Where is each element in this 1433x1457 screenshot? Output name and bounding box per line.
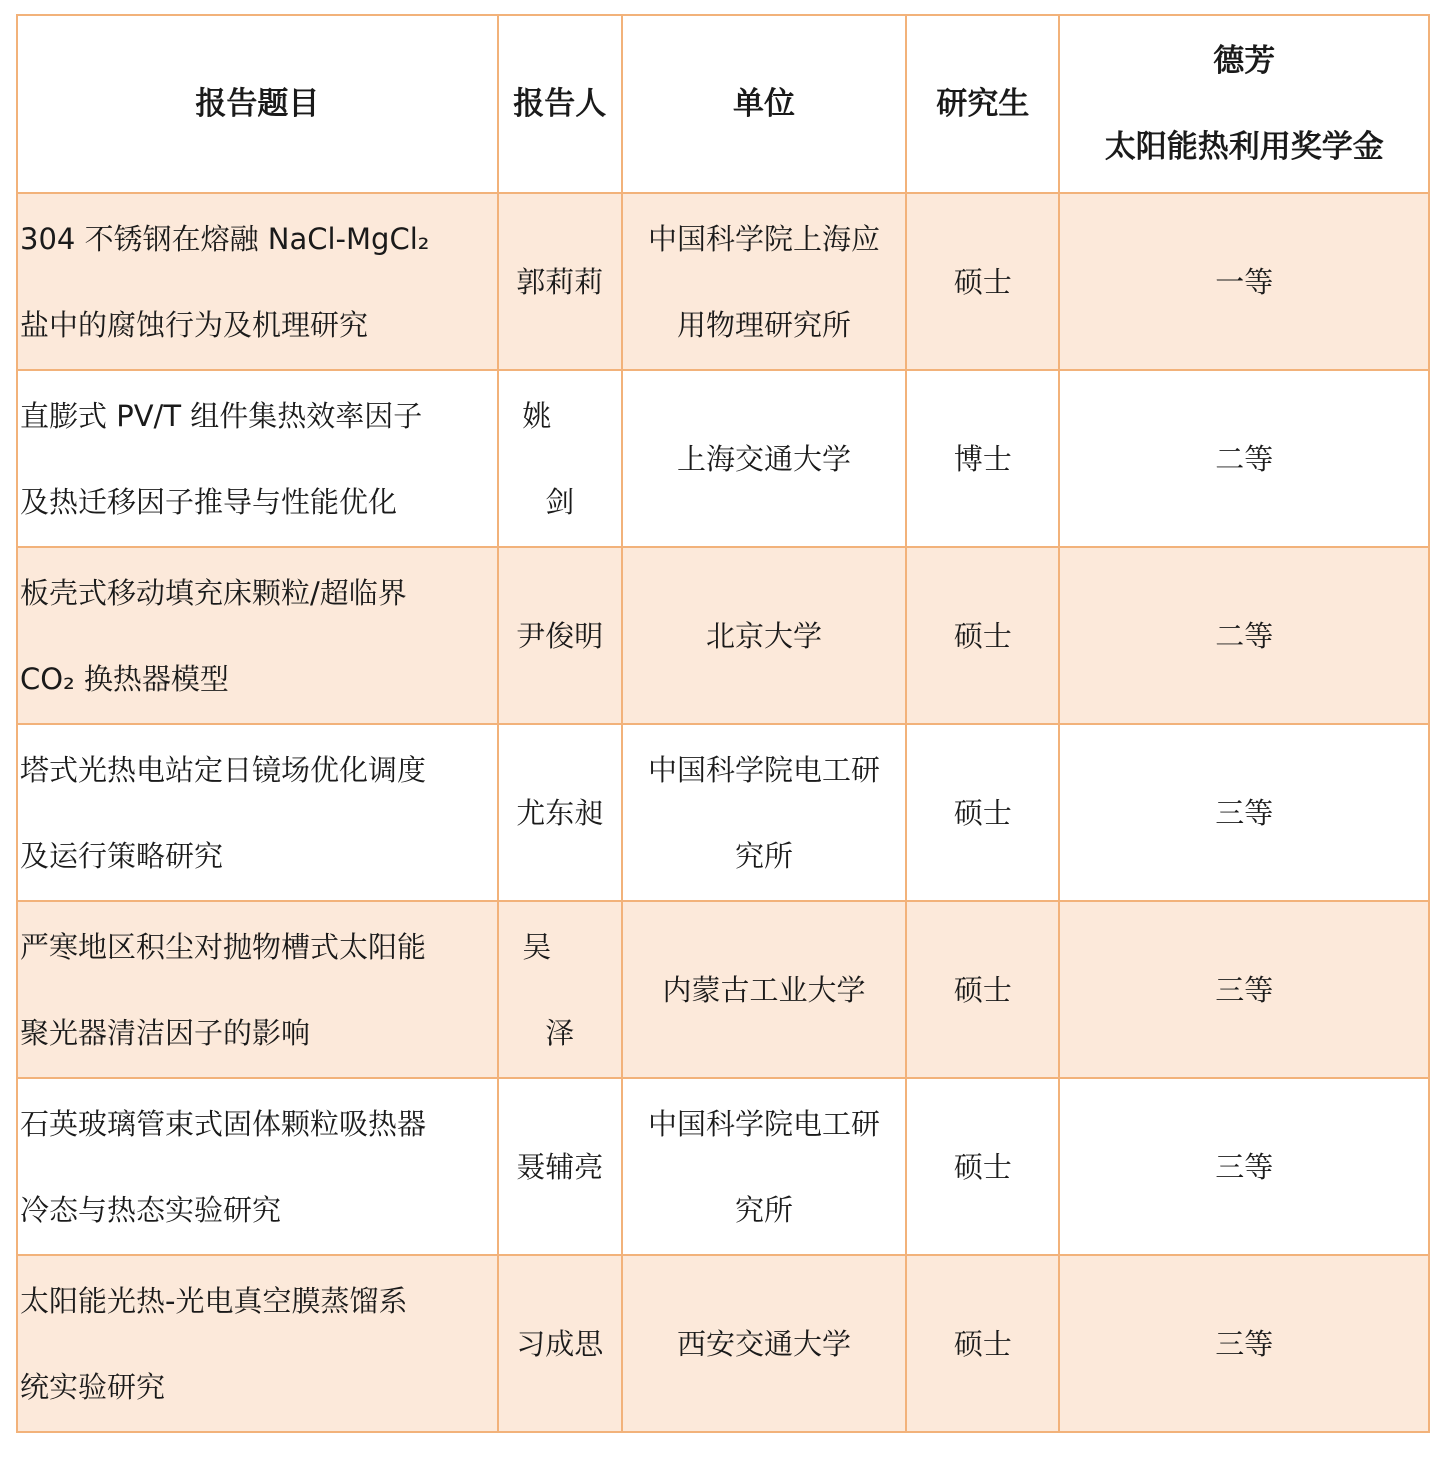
report-title-line: CO₂ 换热器模型 bbox=[20, 661, 229, 696]
report-title-line: 304 不锈钢在熔融 NaCl-MgCl₂ bbox=[20, 221, 430, 256]
cell-reporter bbox=[498, 370, 622, 547]
report-title-line: 盐中的腐蚀行为及机理研究 bbox=[20, 307, 369, 342]
cell-degree: 硕士 bbox=[906, 724, 1059, 901]
report-title-line: 严寒地区积尘对抛物槽式太阳能 bbox=[20, 929, 427, 964]
cell-report-title bbox=[17, 901, 498, 1078]
reporter-name: 尹俊明 bbox=[516, 618, 604, 653]
report-title-line: 板壳式移动填充床颗粒/超临界 bbox=[20, 575, 407, 610]
header-award-line1: 德芳 bbox=[1213, 43, 1276, 79]
cell-award: 三等 bbox=[1059, 1255, 1429, 1432]
cell-reporter bbox=[498, 724, 622, 901]
unit-line: 中国科学院电工研 bbox=[648, 1106, 881, 1141]
unit-line: 北京大学 bbox=[706, 618, 823, 653]
cell-award: 三等 bbox=[1059, 901, 1429, 1078]
reporter-name: 吴泽 bbox=[522, 929, 621, 1050]
table-row bbox=[17, 370, 1429, 547]
award-table bbox=[16, 14, 1430, 1433]
header-title: 报告题目 bbox=[17, 15, 498, 193]
unit-line: 究所 bbox=[735, 838, 794, 873]
cell-award: 三等 bbox=[1059, 724, 1429, 901]
cell-reporter bbox=[498, 1255, 622, 1432]
cell-reporter bbox=[498, 901, 622, 1078]
cell-degree: 硕士 bbox=[906, 193, 1059, 370]
cell-award: 三等 bbox=[1059, 1078, 1429, 1255]
reporter-name: 郭莉莉 bbox=[516, 264, 604, 299]
table-body bbox=[17, 193, 1429, 1432]
cell-reporter bbox=[498, 547, 622, 724]
header-row bbox=[17, 15, 1429, 193]
unit-line: 内蒙古工业大学 bbox=[662, 972, 866, 1007]
cell-degree: 硕士 bbox=[906, 1255, 1059, 1432]
reporter-name: 习成思 bbox=[516, 1326, 604, 1361]
reporter-name: 聂辅亮 bbox=[516, 1149, 604, 1184]
report-title-line: 及运行策略研究 bbox=[20, 838, 224, 873]
cell-report-title bbox=[17, 724, 498, 901]
cell-unit bbox=[622, 370, 906, 547]
reporter-name: 姚剑 bbox=[522, 398, 621, 519]
cell-report-title bbox=[17, 1255, 498, 1432]
cell-unit bbox=[622, 1255, 906, 1432]
table-row bbox=[17, 1078, 1429, 1255]
cell-reporter bbox=[498, 1078, 622, 1255]
cell-unit bbox=[622, 193, 906, 370]
unit-line: 究所 bbox=[735, 1192, 794, 1227]
table-row bbox=[17, 547, 1429, 724]
cell-unit bbox=[622, 1078, 906, 1255]
report-title-line: 太阳能光热-光电真空膜蒸馏系 bbox=[20, 1283, 408, 1318]
cell-unit bbox=[622, 547, 906, 724]
report-title-line: 及热迁移因子推导与性能优化 bbox=[20, 484, 398, 519]
cell-award: 一等 bbox=[1059, 193, 1429, 370]
cell-unit bbox=[622, 901, 906, 1078]
unit-line: 上海交通大学 bbox=[677, 441, 852, 476]
cell-award: 二等 bbox=[1059, 370, 1429, 547]
cell-report-title bbox=[17, 547, 498, 724]
report-title-line: 统实验研究 bbox=[20, 1369, 166, 1404]
unit-line: 中国科学院上海应 bbox=[648, 221, 881, 256]
cell-degree: 硕士 bbox=[906, 547, 1059, 724]
report-title-line: 聚光器清洁因子的影响 bbox=[20, 1015, 311, 1050]
cell-degree: 硕士 bbox=[906, 901, 1059, 1078]
table-row bbox=[17, 193, 1429, 370]
report-title-line: 冷态与热态实验研究 bbox=[20, 1192, 282, 1227]
unit-line: 西安交通大学 bbox=[677, 1326, 852, 1361]
cell-report-title bbox=[17, 1078, 498, 1255]
report-title-line: 直膨式 PV/T 组件集热效率因子 bbox=[20, 398, 423, 433]
cell-degree: 硕士 bbox=[906, 1078, 1059, 1255]
header-award bbox=[1059, 15, 1429, 193]
table-row bbox=[17, 724, 1429, 901]
report-title-line: 石英玻璃管束式固体颗粒吸热器 bbox=[20, 1106, 427, 1141]
reporter-name: 尤东昶 bbox=[516, 795, 604, 830]
unit-line: 中国科学院电工研 bbox=[648, 752, 881, 787]
cell-unit bbox=[622, 724, 906, 901]
cell-degree: 博士 bbox=[906, 370, 1059, 547]
unit-line: 用物理研究所 bbox=[677, 307, 852, 342]
header-unit: 单位 bbox=[622, 15, 906, 193]
cell-report-title bbox=[17, 370, 498, 547]
cell-report-title bbox=[17, 193, 498, 370]
table-row bbox=[17, 901, 1429, 1078]
report-title-line: 塔式光热电站定日镜场优化调度 bbox=[20, 752, 427, 787]
header-award-line2: 太阳能热利用奖学金 bbox=[1104, 129, 1384, 165]
cell-reporter bbox=[498, 193, 622, 370]
header-person: 报告人 bbox=[498, 15, 622, 193]
header-degree: 研究生 bbox=[906, 15, 1059, 193]
cell-award: 二等 bbox=[1059, 547, 1429, 724]
table-row bbox=[17, 1255, 1429, 1432]
